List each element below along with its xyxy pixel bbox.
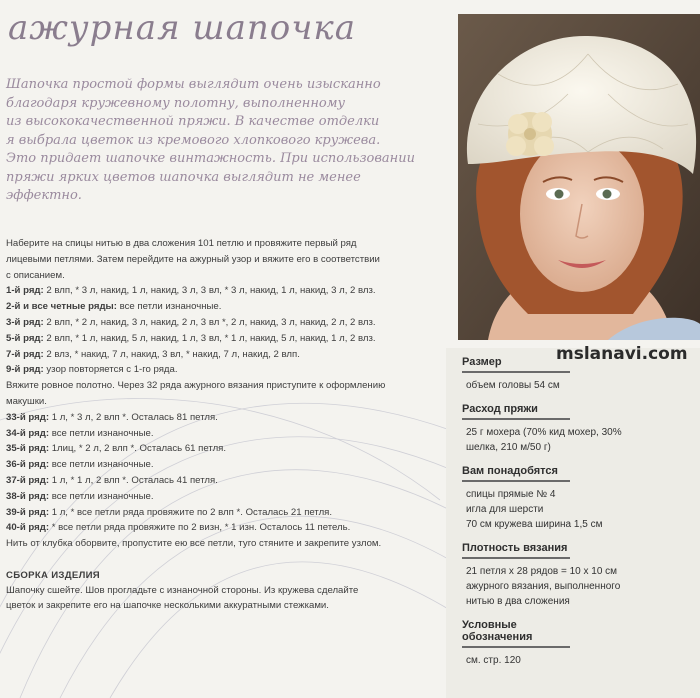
row-text: 1 л, * 1 л, 2 влп *. Осталась 41 петля. [49, 474, 218, 486]
spec-size [462, 356, 698, 393]
instruction-line [6, 283, 436, 299]
row-label: 2-й и все четные ряды: [6, 301, 117, 313]
spec-legend [462, 619, 698, 668]
instruction-line [6, 457, 436, 473]
row-label: 37-й ряд: [6, 474, 50, 486]
assembly-line: Шапочку сшейте. Шов прогладьте с изнаночной стороны. Из кружева сделайте [6, 585, 359, 596]
row-label: 34-й ряд: [6, 427, 50, 439]
spec-heading: Расход пряжи [462, 403, 570, 420]
row-label: 9-й ряд: [6, 364, 44, 376]
spec-value [462, 487, 698, 532]
instruction-line [6, 236, 436, 252]
row-text: 2 влп, * 2 л, накид, 3 л, накид, 2 л, 3 вл *, 2 л, накид, 3 л, накид, 2 л, 2 влз. [43, 316, 376, 328]
specs-panel [458, 356, 698, 678]
instruction-line [6, 536, 436, 552]
spec-heading: Вам понадобятся [462, 465, 570, 482]
spec-value [462, 425, 698, 455]
instruction-line [6, 410, 436, 426]
intro-line: из высококачественной пряжи. В качестве отделки [6, 114, 380, 129]
instruction-line [6, 252, 436, 268]
row-text: Вяжите ровное полотно. Через 32 ряда ажурного вязания приступите к оформлению [6, 380, 386, 392]
instruction-line [6, 489, 436, 505]
row-label: 39-й ряд: [6, 506, 50, 518]
intro-line: пряжи ярких цветов шапочка выглядит не менее [6, 169, 361, 185]
row-text: все петли изнаночные. [49, 459, 154, 471]
spec-heading: Размер [462, 356, 570, 373]
instructions [6, 236, 436, 552]
instruction-line [6, 331, 436, 347]
intro-paragraph [6, 76, 426, 206]
spec-line: 21 петля х 28 рядов = 10 х 10 см [466, 566, 618, 577]
model-photo [458, 14, 700, 340]
instruction-line [6, 347, 436, 363]
row-label: 40-й ряд: [6, 522, 50, 534]
spec-line: шелка, 210 м/50 г) [466, 442, 551, 453]
row-text: 2 влп, * 1 л, накид, 5 л, накид, 1 л, 3 вл, * 1 л, накид, 5 л, накид, 1 л, 2 влз. [43, 332, 376, 344]
spec-line: ажурного вязания, выполненного [466, 581, 621, 592]
intro-line: Шапочка простой формы выглядит очень изысканно [6, 77, 381, 92]
assembly-line: цветок и закрепите его на шапочке несколькими аккуратными стежками. [6, 600, 329, 611]
row-text: * все петли ряда провяжите по 2 визн, * 1 изн. Осталось 11 петель. [49, 522, 351, 534]
instruction-line [6, 315, 436, 331]
instruction-line [6, 394, 436, 410]
intro-line: эффектно. [6, 188, 82, 203]
spec-line: нитью в два сложения [466, 596, 570, 607]
instruction-line [6, 362, 436, 378]
row-label: 1-й ряд: [6, 285, 44, 297]
spec-line: 70 см кружева ширина 1,5 см [466, 519, 603, 530]
spec-line: 25 г мохера (70% кид мохер, 30% [466, 427, 622, 438]
row-label: 33-й ряд: [6, 411, 50, 423]
spec-heading: Условные обозначения [462, 619, 570, 648]
row-text: Наберите на спицы нитью в два сложения 101 петлю и провяжите первый ряд [6, 238, 357, 249]
row-label: 7-й ряд: [6, 348, 44, 360]
spec-materials [462, 465, 698, 532]
instruction-line [6, 441, 436, 457]
spec-gauge [462, 542, 698, 609]
instruction-line [6, 473, 436, 489]
spec-line: игла для шерсти [466, 504, 544, 515]
row-text: узор повторяется с 1-го ряда. [43, 364, 178, 376]
row-label: 38-й ряд: [6, 490, 50, 502]
row-text: 2 влп, * 3 л, накид, 1 л, накид, 3 л, 3 вл, * 3 л, накид, 1 л, накид, 3 л, 2 влз. [43, 285, 376, 297]
row-text: 1 л, * все петли ряда провяжите по 2 влп *. Осталась 21 петля. [49, 506, 333, 518]
photo-illustration [458, 14, 700, 340]
row-label: 3-й ряд: [6, 316, 44, 328]
row-text: все петли изнаночные. [49, 427, 154, 439]
row-text: лицевыми петлями. Затем перейдите на ажурный узор и вяжите его в соответствии [6, 253, 380, 265]
row-text: все петли изнаночные. [116, 301, 222, 313]
spec-line: спицы прямые № 4 [466, 489, 556, 500]
intro-line: Это придает шапочке винтажность. При использовании [6, 151, 415, 166]
assembly-section [6, 568, 436, 613]
instruction-line [6, 299, 436, 315]
intro-line: я выбрала цветок из кремового хлопкового кружева. [6, 132, 381, 148]
row-label: 5-й ряд: [6, 332, 44, 344]
instruction-line [6, 378, 436, 394]
instruction-line [6, 520, 436, 536]
spec-yarn [462, 403, 698, 455]
row-text: с описанием. [6, 269, 65, 281]
row-text: 1 л, * 3 л, 2 влп *. Осталась 81 петля. [49, 411, 218, 423]
instruction-line [6, 268, 436, 284]
row-text: 1лиц, * 2 л, 2 влп *. Осталась 61 петля. [49, 443, 227, 455]
spec-heading: Плотность вязания [462, 542, 570, 559]
row-label: 36-й ряд: [6, 459, 50, 471]
assembly-heading: СБОРКА ИЗДЕЛИЯ [6, 570, 100, 581]
lace-flower-icon [506, 112, 554, 156]
page-title: ажурная шапочка [8, 8, 356, 48]
spec-value [462, 564, 698, 609]
row-text: макушки. [6, 395, 47, 407]
spec-value [462, 653, 698, 668]
spec-value [462, 378, 698, 393]
spec-line: см. стр. 120 [466, 655, 521, 666]
row-text: 2 влз, * накид, 7 л, накид, 3 вл, * накид, 7 л, накид, 2 влп. [43, 348, 300, 360]
intro-line: благодаря кружевному полотну, выполненному [6, 95, 346, 111]
row-text: все петли изнаночные. [49, 490, 154, 502]
instruction-line [6, 426, 436, 442]
watermark: mslanavi.com [556, 344, 688, 364]
spec-line: объем головы 54 см [466, 380, 560, 391]
row-text: Нить от клубка оборвите, пропустите ею все петли, туго стяните и закрепите узлом. [6, 538, 382, 550]
row-label: 35-й ряд: [6, 443, 50, 455]
instruction-line [6, 505, 436, 521]
